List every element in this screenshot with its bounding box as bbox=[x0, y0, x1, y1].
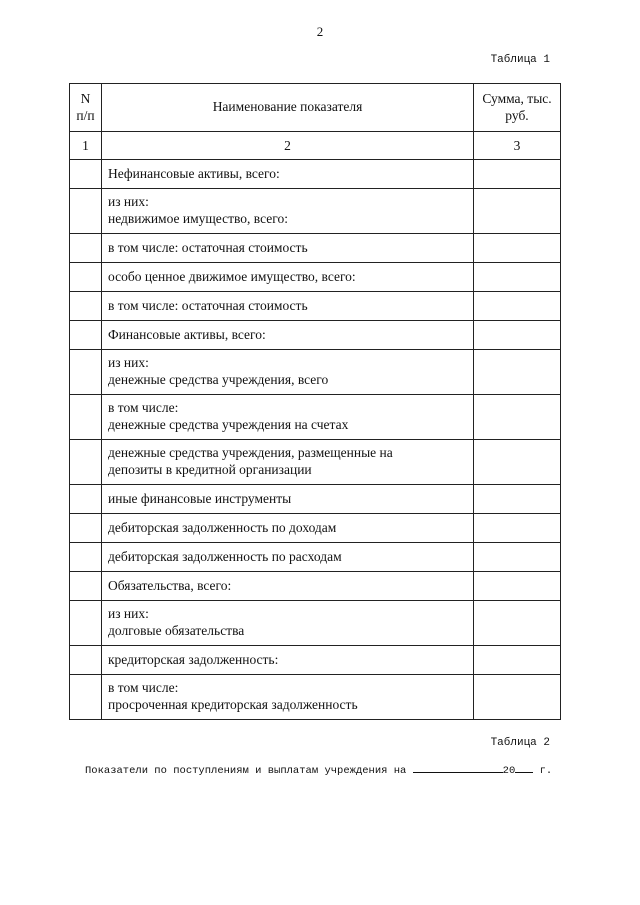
year-blank bbox=[515, 762, 533, 773]
table-row bbox=[70, 485, 561, 514]
table-row bbox=[70, 263, 561, 292]
table-row bbox=[70, 514, 561, 543]
row-number-cell bbox=[70, 395, 102, 440]
row-label bbox=[102, 572, 474, 601]
table-row bbox=[70, 189, 561, 234]
row-label bbox=[102, 189, 474, 234]
table-row bbox=[70, 646, 561, 675]
row-label bbox=[102, 514, 474, 543]
col-number-3: 3 bbox=[474, 132, 561, 160]
page-number: 2 bbox=[316, 24, 324, 39]
row-label bbox=[102, 160, 474, 189]
row-sum-cell bbox=[474, 321, 561, 350]
table1 bbox=[69, 83, 561, 720]
row-number-cell bbox=[70, 543, 102, 572]
table-row bbox=[70, 572, 561, 601]
row-label-line: из них: bbox=[108, 606, 149, 622]
row-label-line: кредиторская задолженность: bbox=[108, 651, 279, 667]
row-number-cell bbox=[70, 160, 102, 189]
row-number-cell bbox=[70, 646, 102, 675]
row-label bbox=[102, 395, 474, 440]
row-sum-cell bbox=[474, 514, 561, 543]
table-row bbox=[70, 675, 561, 720]
row-label-line: в том числе: bbox=[108, 400, 179, 416]
row-label-line: долговые обязательства bbox=[108, 623, 245, 638]
header-name: Наименование показателя bbox=[102, 84, 474, 132]
row-sum-cell bbox=[474, 543, 561, 572]
col-number-2: 2 bbox=[102, 132, 474, 160]
row-label-line: из них: bbox=[108, 355, 149, 371]
row-label-line: особо ценное движимое имущество, всего: bbox=[108, 268, 356, 284]
table-row bbox=[70, 321, 561, 350]
row-label-line: Финансовые активы, всего: bbox=[108, 326, 266, 342]
row-label bbox=[102, 543, 474, 572]
row-label-line: просроченная кредиторская задолженность bbox=[108, 697, 358, 712]
row-sum-cell bbox=[474, 292, 561, 321]
row-label-line: депозиты в кредитной организации bbox=[108, 462, 312, 477]
table-row bbox=[70, 543, 561, 572]
year-prefix: 20 bbox=[502, 765, 516, 777]
table1-caption: Таблица 1 bbox=[490, 54, 550, 66]
row-sum-cell bbox=[474, 572, 561, 601]
row-number-cell bbox=[70, 675, 102, 720]
row-number-cell bbox=[70, 485, 102, 514]
row-sum-cell bbox=[474, 263, 561, 292]
row-label-line: дебиторская задолженность по расходам bbox=[108, 548, 342, 564]
row-sum-cell bbox=[474, 485, 561, 514]
row-label-line: недвижимое имущество, всего: bbox=[108, 211, 288, 226]
row-label bbox=[102, 675, 474, 720]
row-label-line: денежные средства учреждения, всего bbox=[108, 372, 329, 387]
row-number-cell bbox=[70, 292, 102, 321]
row-sum-cell bbox=[474, 395, 561, 440]
table-row bbox=[70, 160, 561, 189]
row-label bbox=[102, 601, 474, 646]
row-label bbox=[102, 646, 474, 675]
row-label-line: денежные средства учреждения на счетах bbox=[108, 417, 349, 432]
table1-body bbox=[70, 160, 561, 720]
row-number-cell bbox=[70, 234, 102, 263]
year-suffix: г. bbox=[539, 765, 553, 777]
row-sum-cell bbox=[474, 160, 561, 189]
table-header-row bbox=[70, 84, 561, 132]
row-label bbox=[102, 292, 474, 321]
row-number-cell bbox=[70, 601, 102, 646]
table2-title-text: Показатели по поступлениям и выплатам учреждения на bbox=[85, 765, 407, 777]
table-row bbox=[70, 234, 561, 263]
row-label-line: Нефинансовые активы, всего: bbox=[108, 165, 280, 181]
row-sum-cell bbox=[474, 675, 561, 720]
row-sum-cell bbox=[474, 350, 561, 395]
table-row bbox=[70, 350, 561, 395]
row-sum-cell bbox=[474, 189, 561, 234]
table-row bbox=[70, 601, 561, 646]
row-label-line: в том числе: остаточная стоимость bbox=[108, 297, 308, 313]
row-sum-cell bbox=[474, 646, 561, 675]
row-label bbox=[102, 234, 474, 263]
row-number-cell bbox=[70, 350, 102, 395]
table2-title bbox=[85, 762, 555, 777]
date-blank bbox=[413, 762, 503, 773]
row-sum-cell bbox=[474, 440, 561, 485]
row-sum-cell bbox=[474, 601, 561, 646]
table-row bbox=[70, 292, 561, 321]
column-number-row bbox=[70, 132, 561, 160]
row-label-line: иные финансовые инструменты bbox=[108, 490, 292, 506]
row-label bbox=[102, 350, 474, 395]
row-number-cell bbox=[70, 189, 102, 234]
row-label bbox=[102, 263, 474, 292]
row-label-line: денежные средства учреждения, размещенные на bbox=[108, 445, 393, 461]
header-num: N п/п bbox=[70, 84, 102, 132]
col-number-1: 1 bbox=[70, 132, 102, 160]
row-label-line: Обязательства, всего: bbox=[108, 577, 232, 593]
row-label-line: дебиторская задолженность по доходам bbox=[108, 519, 337, 535]
table2-caption: Таблица 2 bbox=[490, 737, 550, 749]
row-number-cell bbox=[70, 321, 102, 350]
row-label bbox=[102, 440, 474, 485]
header-sum: Сумма, тыс. руб. bbox=[474, 84, 561, 132]
row-label-line: в том числе: bbox=[108, 680, 179, 696]
row-label bbox=[102, 485, 474, 514]
row-number-cell bbox=[70, 514, 102, 543]
table-row bbox=[70, 395, 561, 440]
row-number-cell bbox=[70, 440, 102, 485]
table-row bbox=[70, 440, 561, 485]
row-sum-cell bbox=[474, 234, 561, 263]
row-label bbox=[102, 321, 474, 350]
row-number-cell bbox=[70, 572, 102, 601]
row-label-line: в том числе: остаточная стоимость bbox=[108, 239, 308, 255]
row-label-line: из них: bbox=[108, 194, 149, 210]
row-number-cell bbox=[70, 263, 102, 292]
